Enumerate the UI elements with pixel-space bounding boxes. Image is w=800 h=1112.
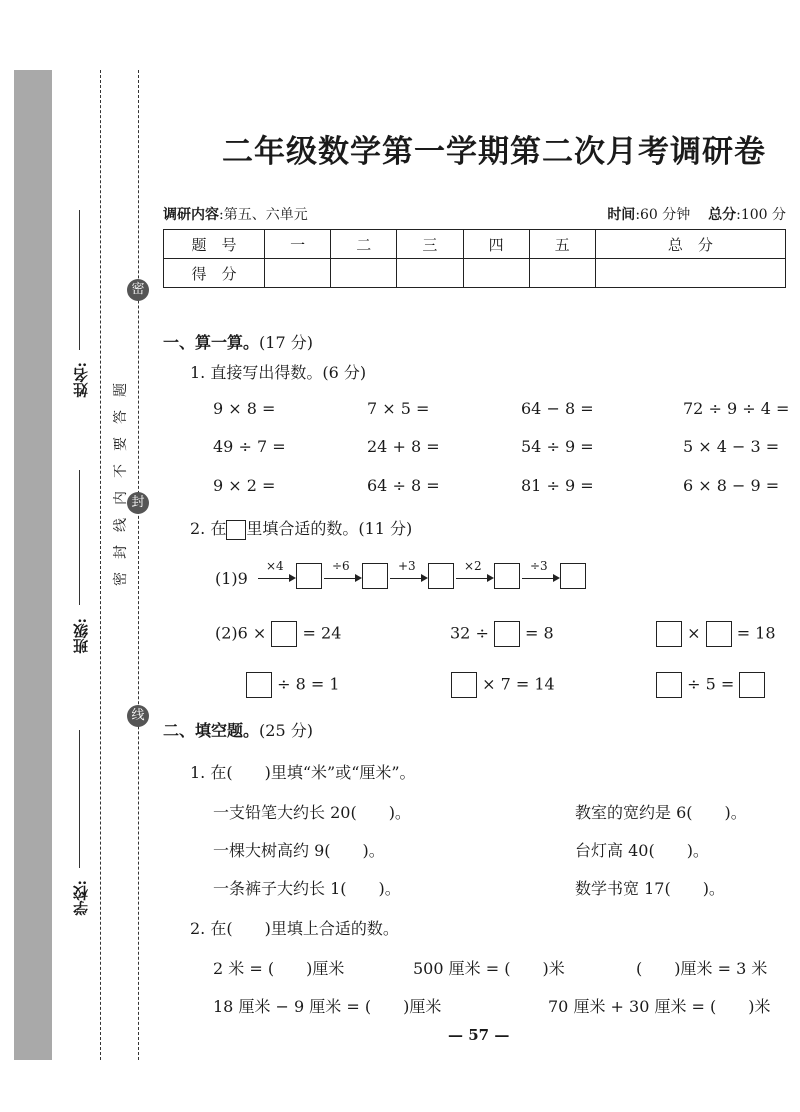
calc-item: 9 × 8 =: [213, 399, 276, 418]
chain-op: ×2: [464, 559, 482, 573]
fill-item[interactable]: 台灯高 40( )。: [575, 841, 709, 860]
calc-item: 64 − 8 =: [521, 399, 594, 418]
answer-box[interactable]: [296, 563, 322, 589]
answer-box[interactable]: [706, 621, 732, 647]
answer-box[interactable]: [494, 563, 520, 589]
s2-q2-title: 2. 在( )里填上合适的数。: [190, 919, 399, 938]
total-score-value: :100 分: [736, 207, 786, 223]
s1-q2-pre: 2. 在: [190, 519, 227, 538]
section1-heading: [163, 330, 313, 353]
s1-q1-title: 1. 直接写出得数。(6 分): [190, 363, 367, 382]
score-header-cell: 总 分: [595, 230, 785, 259]
score-cell[interactable]: [331, 259, 397, 288]
answer-box[interactable]: [271, 621, 297, 647]
warning-char: 要: [113, 437, 129, 451]
arrow-icon: [390, 578, 426, 579]
fill-item[interactable]: 2 米 = ( )厘米: [213, 959, 345, 978]
warning-char: 线: [113, 518, 129, 532]
arrow-icon: [456, 578, 492, 579]
seal-mi: 密: [127, 279, 149, 301]
calc-item: 5 × 4 − 3 =: [683, 437, 780, 456]
answer-box[interactable]: [362, 563, 388, 589]
warning-char: 不: [113, 464, 129, 478]
s1-q2-title: [190, 516, 412, 540]
exam-time-score-info: [607, 204, 786, 224]
answer-box[interactable]: [246, 672, 272, 698]
chain-op: ÷6: [332, 559, 350, 573]
warning-char: 题: [113, 383, 129, 397]
fill-item[interactable]: 500 厘米 = ( )米: [413, 959, 565, 978]
eq-a-post: = 24: [302, 623, 342, 643]
calc-item: 49 ÷ 7 =: [213, 437, 286, 456]
fill-item[interactable]: 一条裤子大约长 1( )。: [213, 879, 401, 898]
eq-b: [450, 621, 554, 647]
seal-xian: 线: [127, 705, 149, 727]
s2-q1-title: 1. 在( )里填“米”或“厘米”。: [190, 763, 416, 782]
warning-char: 答: [113, 410, 129, 424]
warning-char: 密: [113, 572, 129, 586]
school-label: 学校:: [72, 880, 90, 916]
fill-item[interactable]: 70 厘米 + 30 厘米 = ( )米: [548, 997, 771, 1016]
score-table-score-row: [164, 259, 786, 288]
warning-char: 封: [113, 545, 129, 559]
score-cell[interactable]: [529, 259, 595, 288]
section2-heading: [163, 718, 313, 741]
answer-box[interactable]: [494, 621, 520, 647]
section1-points: (17 分): [259, 333, 313, 352]
page-number: — 57 —: [448, 1026, 510, 1044]
eq-c: [656, 621, 776, 647]
answer-box[interactable]: [560, 563, 586, 589]
chain-op: +3: [398, 559, 416, 573]
binding-warning: [110, 380, 130, 589]
answer-box[interactable]: [656, 672, 682, 698]
score-cell[interactable]: [463, 259, 529, 288]
class-write-line[interactable]: [79, 470, 80, 605]
score-header-cell: 题 号: [164, 230, 265, 259]
seal-feng: 封: [127, 492, 149, 514]
answer-box[interactable]: [428, 563, 454, 589]
eq-e-post: × 7 = 14: [482, 674, 555, 694]
fill-item[interactable]: ( )厘米 = 3 米: [636, 959, 768, 978]
arrow-icon: [324, 578, 360, 579]
fill-item[interactable]: 一棵大树高约 9( )。: [213, 841, 385, 860]
score-header-cell: 四: [463, 230, 529, 259]
score-header-cell: 三: [397, 230, 463, 259]
score-cell[interactable]: [397, 259, 463, 288]
exam-title: 二年级数学第一学期第二次月考调研卷: [222, 134, 766, 170]
cut-line-inner: [138, 70, 139, 1060]
eq-e: [451, 672, 555, 698]
score-row-label: 得 分: [164, 259, 265, 288]
score-header-cell: 五: [529, 230, 595, 259]
name-write-line[interactable]: [79, 210, 80, 350]
answer-box[interactable]: [656, 621, 682, 647]
eq-f-mid: ÷ 5 =: [687, 674, 735, 694]
eq-d: [246, 672, 340, 698]
answer-box[interactable]: [451, 672, 477, 698]
eq-b-post: = 8: [525, 623, 554, 643]
score-table-header-row: [164, 230, 786, 259]
binding-gray-bar: [14, 70, 52, 1060]
class-label: 班级:: [72, 618, 90, 654]
s1-q2-post: 里填合适的数。(11 分): [246, 519, 413, 538]
fill-item[interactable]: 教室的宽约是 6( )。: [575, 803, 747, 822]
section2-points: (25 分): [259, 721, 313, 740]
fill-item[interactable]: 数学书宽 17( )。: [575, 879, 725, 898]
calc-item: 81 ÷ 9 =: [521, 476, 594, 495]
total-score-label: 总分: [708, 207, 737, 223]
calc-item: 9 × 2 =: [213, 476, 276, 495]
calc-item: 64 ÷ 8 =: [367, 476, 440, 495]
score-header-cell: 二: [331, 230, 397, 259]
content-label: 调研内容: [163, 207, 219, 223]
score-table: [163, 229, 786, 288]
arrow-icon: [522, 578, 558, 579]
cut-line-outer: [100, 70, 101, 1060]
eq-f: [656, 672, 765, 698]
eq-a: [215, 621, 341, 647]
calc-item: 7 × 5 =: [367, 399, 430, 418]
eq-d-post: ÷ 8 = 1: [277, 674, 340, 694]
arrow-icon: [258, 578, 294, 579]
score-header-cell: 一: [265, 230, 331, 259]
calc-item: 54 ÷ 9 =: [521, 437, 594, 456]
time-label: 时间: [607, 207, 636, 223]
time-value: :60 分钟: [635, 207, 691, 223]
name-label: 姓名:: [72, 362, 90, 398]
section2-title: 二、填空题。: [163, 721, 260, 740]
calc-item: 6 × 8 − 9 =: [683, 476, 780, 495]
eq-b-pre: 32 ÷: [450, 623, 489, 643]
calc-item: 24 + 8 =: [367, 437, 440, 456]
answer-box[interactable]: [739, 672, 765, 698]
eq-c-post: = 18: [736, 623, 776, 643]
section1-title: 一、算一算。: [163, 333, 260, 352]
chain-start: (1)9: [215, 569, 248, 588]
fill-item[interactable]: 一支铅笔大约长 20( )。: [213, 803, 411, 822]
school-write-line[interactable]: [79, 730, 80, 868]
chain-op: ÷3: [530, 559, 548, 573]
warning-char: 内: [113, 491, 129, 505]
chain-op: ×4: [266, 559, 284, 573]
exam-content-info: [163, 204, 308, 224]
example-box-icon: [226, 520, 246, 540]
calc-item: 72 ÷ 9 ÷ 4 =: [683, 399, 790, 418]
content-value: :第五、六单元: [219, 207, 308, 223]
score-cell[interactable]: [265, 259, 331, 288]
eq-c-mid: ×: [687, 623, 701, 643]
eq-a-pre: (2)6 ×: [215, 623, 267, 643]
fill-item[interactable]: 18 厘米 − 9 厘米 = ( )厘米: [213, 997, 442, 1016]
score-cell[interactable]: [595, 259, 785, 288]
